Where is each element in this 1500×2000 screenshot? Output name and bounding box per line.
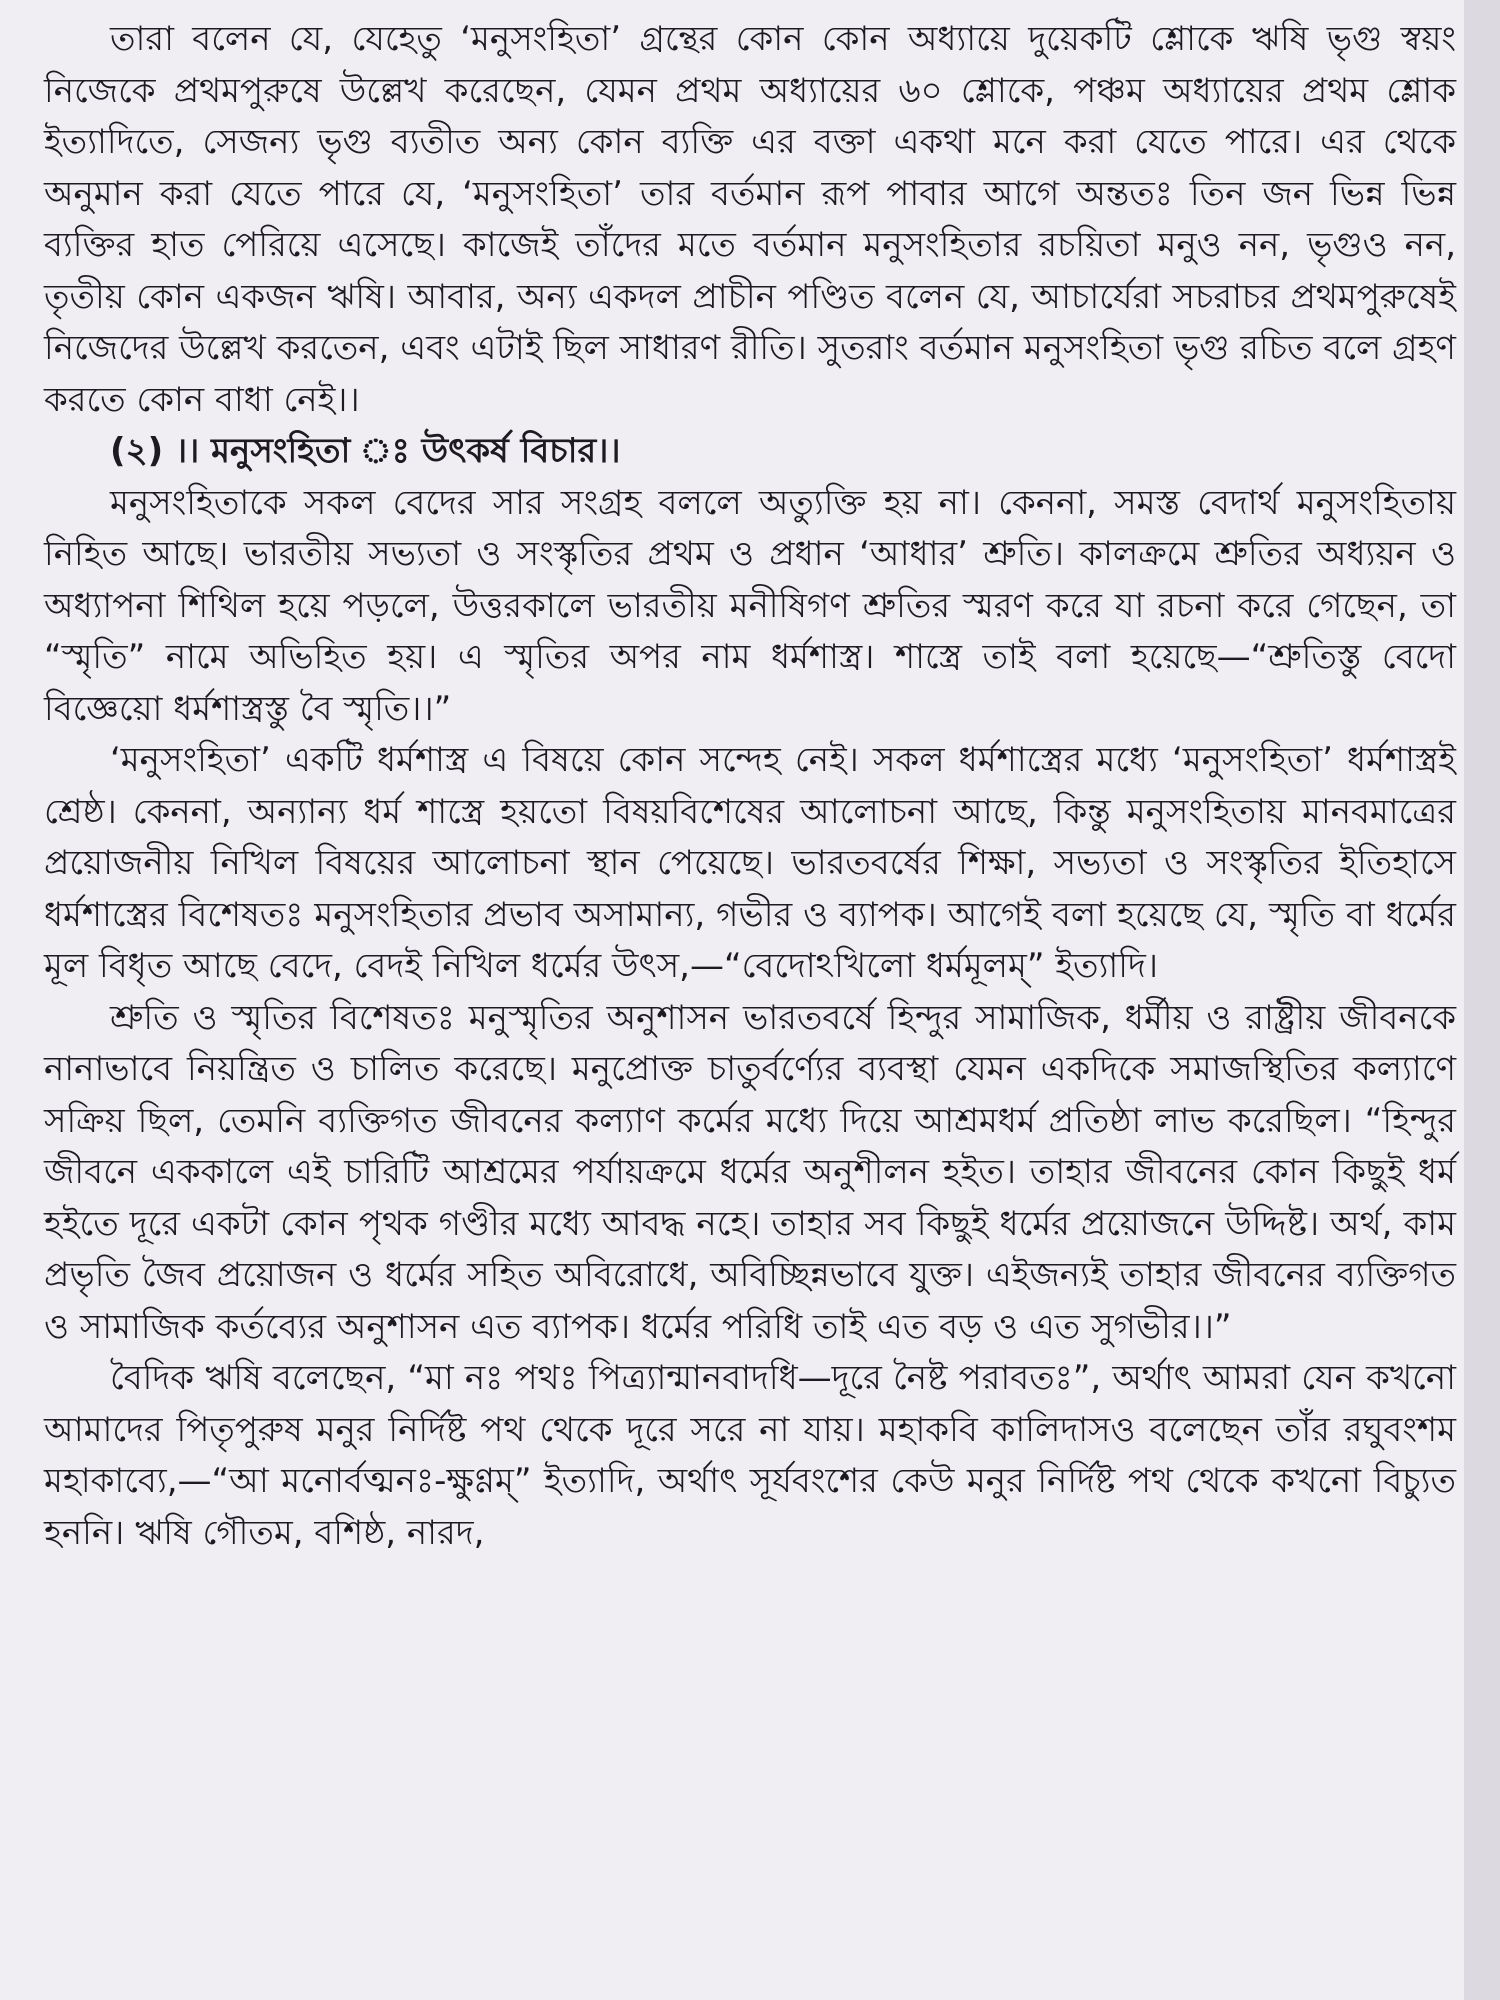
- paragraph-4: শ্রুতি ও স্মৃতির বিশেষতঃ মনুস্মৃতির অনুশাসন ভারতবর্ষে হিন্দুর সামাজিক, ধর্মীয় ও রাষ্ট্রীয় জীবনকে নানাভাবে নিয়ন্ত্রিত ও চালিত করেছে। মনুপ্রোক্ত চাতুর্বর্ণ্যের ব্যবস্থা যেমন একদিকে সমাজস্থিতির কল্যাণে সক্রিয় ছিল, তেমনি ব্যক্তিগত জীবনের কল্যাণ কর্মের মধ্যে দিয়ে আশ্রমধর্ম প্রতিষ্ঠা লাভ করেছিল। “হিন্দুর জীবনে এককালে এই চারিটি আশ্রমের পর্যায়ক্রমে ধর্মের অনুশীলন হইত। তাহার জীবনের কোন কিছুই ধর্ম হইতে দূরে একটা কোন পৃথক গণ্ডীর মধ্যে আবদ্ধ নহে। তাহার সব কিছুই ধর্মের প্রয়োজনে উদ্দিষ্ট। অর্থ, কাম প্রভৃতি জৈব প্রয়োজন ও ধর্মের সহিত অবিরোধে, অবিচ্ছিন্নভাবে যুক্ত। এইজন্যই তাহার জীবনের ব্যক্তিগত ও সামাজিক কর্তব্যের অনুশাসন এত ব্যাপক। ধর্মের পরিধি তাই এত বড় ও এত সুগভীর।।”: [44, 997, 1456, 1347]
- paragraph-3: ‘মনুসংহিতা’ একটি ধর্মশাস্ত্র এ বিষয়ে কোন সন্দেহ নেই। সকল ধর্মশাস্ত্রের মধ্যে ‘মনুসংহিতা’ ধর্মশাস্ত্রই শ্রেষ্ঠ। কেননা, অন্যান্য ধর্ম শাস্ত্রে হয়তো বিষয়বিশেষের আলোচনা আছে, কিন্তু মনুসংহিতায় মানবমাত্রের প্রয়োজনীয় নিখিল বিষয়ের আলোচনা স্থান পেয়েছে। ভারতবর্ষের শিক্ষা, সভ্যতা ও সংস্কৃতির ইতিহাসে ধর্মশাস্ত্রের বিশেষতঃ মনুসংহিতার প্রভাব অসামান্য, গভীর ও ব্যাপক। আগেই বলা হয়েছে যে, স্মৃতি বা ধর্মের মূল বিধৃত আছে বেদে, বেদই নিখিল ধর্মের উৎস,—“বেদোঽখিলো ধর্মমূলম্” ইত্যাদি।: [44, 740, 1456, 986]
- paragraph-2: মনুসংহিতাকে সকল বেদের সার সংগ্রহ বললে অত্যুক্তি হয় না। কেননা, সমস্ত বেদার্থ মনুসংহিতায় নিহিত আছে। ভারতীয় সভ্যতা ও সংস্কৃতির প্রথম ও প্রধান ‘আধার’ শ্রুতি। কালক্রমে শ্রুতির অধ্যয়ন ও অধ্যাপনা শিথিল হয়ে পড়লে, উত্তরকালে ভারতীয় মনীষিগণ শ্রুতির স্মরণ করে যা রচনা করে গেছেন, তা “স্মৃতি” নামে অভিহিত হয়। এ স্মৃতির অপর নাম ধর্মশাস্ত্র। শাস্ত্রে তাই বলা হয়েছে—“শ্রুতিস্তু বেদো বিজ্ঞেয়ো ধর্মশাস্ত্রস্তু বৈ স্মৃতি।।”: [44, 482, 1456, 729]
- section-heading: (২) ।। মনুসংহিতা ঃ উৎকর্ষ বিচার।।: [110, 431, 621, 471]
- page-edge-shadow: [1464, 0, 1500, 2000]
- paragraph-5: বৈদিক ঋষি বলেছেন, “মা নঃ পথঃ পিত্র্যান্মানবাদধি—দূরে নৈষ্ট পরাবতঃ”, অর্থাৎ আমরা যেন কখনো আমাদের পিতৃপুরুষ মনুর নির্দিষ্ট পথ থেকে দূরে সরে না যায়। মহাকবি কালিদাসও বলেছেন তাঁর রঘুবংশম মহাকাব্যে,—“আ মনোর্বত্মনঃ-ক্ষুণ্ণম্” ইত্যাদি, অর্থাৎ সূর্যবংশের কেউ মনুর নির্দিষ্ট পথ থেকে কখনো বিচ্যুত হননি। ঋষি গৌতম, বশিষ্ঠ, নারদ,: [44, 1358, 1456, 1553]
- paragraph-1: তারা বলেন যে, যেহেতু ‘মনুসংহিতা’ গ্রন্থের কোন কোন অধ্যায়ে দুয়েকটি শ্লোকে ঋষি ভৃগু স্বয়ং নিজেকে প্রথমপুরুষে উল্লেখ করেছেন, যেমন প্রথম অধ্যায়ের ৬০ শ্লোকে, পঞ্চম অধ্যায়ের প্রথম শ্লোক ইত্যাদিতে, সেজন্য ভৃগু ব্যতীত অন্য কোন ব্যক্তি এর বক্তা একথা মনে করা যেতে পারে। এর থেকে অনুমান করা যেতে পারে যে, ‘মনুসংহিতা’ তার বর্তমান রূপ পাবার আগে অন্ততঃ তিন জন ভিন্ন ভিন্ন ব্যক্তির হাত পেরিয়ে এসেছে। কাজেই তাঁদের মতে বর্তমান মনুসংহিতার রচয়িতা মনুও নন, ভৃগুও নন, তৃতীয় কোন একজন ঋষি। আবার, অন্য একদল প্রাচীন পণ্ডিত বলেন যে, আচার্যেরা সচরাচর প্রথমপুরুষেই নিজেদের উল্লেখ করতেন, এবং এটাই ছিল সাধারণ রীতি। সুতরাং বর্তমান মনুসংহিতা ভৃগু রচিত বলে গ্রহণ করতে কোন বাধা নেই।।: [44, 19, 1456, 420]
- page-text: [44, 14, 1456, 1559]
